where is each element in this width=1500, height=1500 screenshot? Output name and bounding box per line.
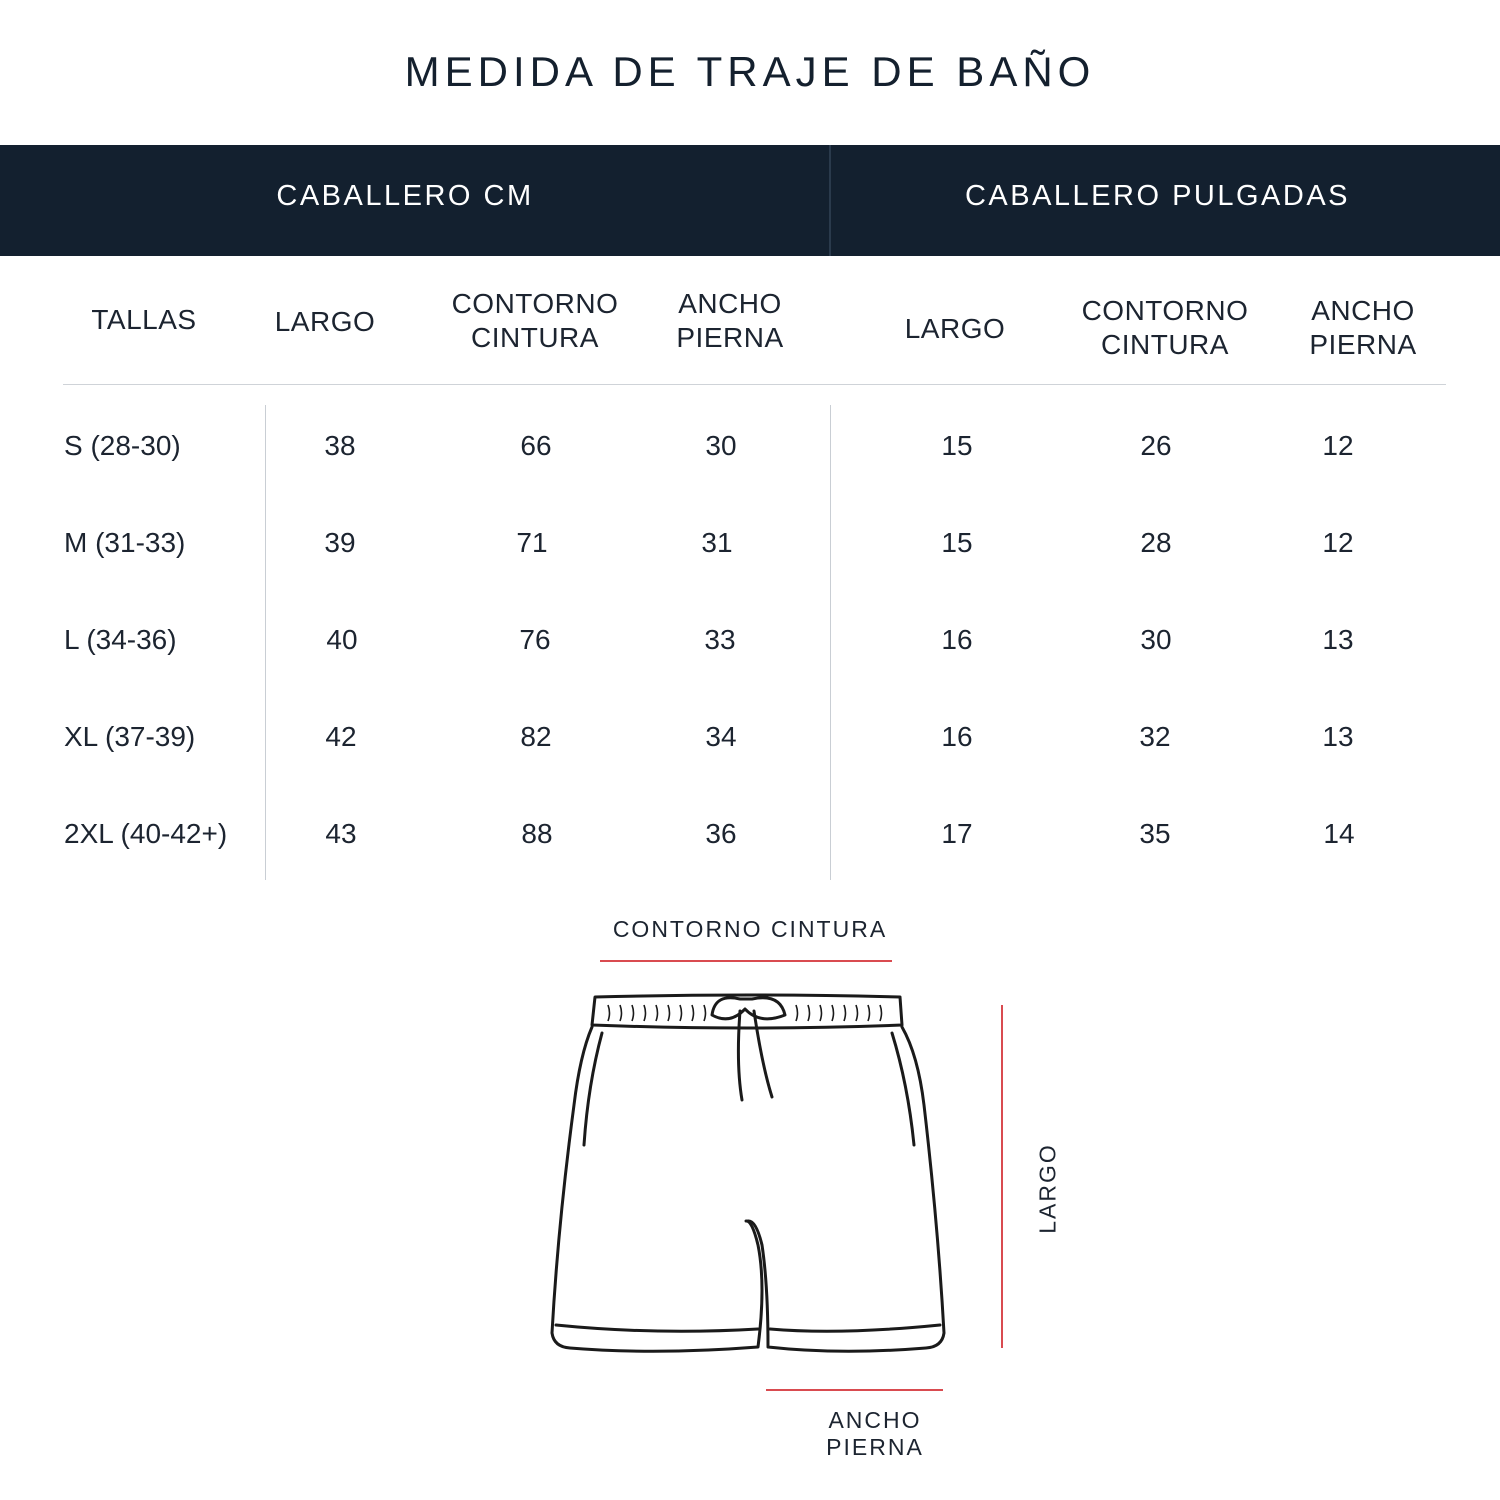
- col-head-in-ancho-line1: ANCHO: [1311, 295, 1415, 326]
- in-cintura-cell: 32: [1139, 721, 1171, 752]
- in-pierna-cell: 12: [1322, 527, 1354, 558]
- col-head-in-contorno: [1070, 294, 1260, 362]
- in-largo-cell: 15: [941, 527, 973, 558]
- size-column-divider: [265, 405, 266, 880]
- col-head-cm-ancho: [660, 287, 800, 355]
- col-head-sizes: TALLAS: [91, 304, 197, 335]
- cm-largo-cell: 42: [325, 721, 357, 752]
- in-largo-cell: 17: [941, 818, 973, 849]
- in-cintura-cell: 30: [1140, 624, 1172, 655]
- cm-pierna-cell: 36: [705, 818, 737, 849]
- in-pierna-cell: 14: [1323, 818, 1355, 849]
- leg-label-line2: PIERNA: [826, 1434, 924, 1460]
- length-measure-line: [1001, 1005, 1003, 1348]
- col-head-cm-contorno-line1: CONTORNO: [451, 288, 619, 319]
- cm-pierna-cell: 33: [704, 624, 736, 655]
- col-head-cm-ancho-line1: ANCHO: [678, 288, 782, 319]
- col-head-cm-contorno-line2: CINTURA: [471, 322, 599, 353]
- in-largo-cell: 15: [941, 430, 973, 461]
- band-label-cm: CABALLERO CM: [276, 180, 534, 212]
- cm-pierna-cell: 34: [705, 721, 737, 752]
- col-head-cm-contorno: [440, 287, 630, 355]
- header-rule: [63, 384, 1446, 385]
- size-cell: XL (37-39): [64, 721, 196, 752]
- col-head-in-contorno-line2: CINTURA: [1101, 329, 1229, 360]
- cm-largo-cell: 39: [324, 527, 356, 558]
- cm-cintura-cell: 76: [519, 624, 551, 655]
- cm-cintura-cell: 66: [520, 430, 552, 461]
- cm-cintura-cell: 88: [521, 818, 553, 849]
- length-label: LARGO: [1034, 1143, 1061, 1234]
- size-cell: S (28-30): [64, 430, 181, 461]
- cm-largo-cell: 38: [324, 430, 356, 461]
- col-head-in-ancho: [1293, 294, 1433, 362]
- size-cell: L (34-36): [64, 624, 177, 655]
- in-pierna-cell: 13: [1322, 624, 1354, 655]
- waist-label: CONTORNO CINTURA: [612, 916, 888, 942]
- in-cintura-cell: 35: [1139, 818, 1171, 849]
- band-label-inches: CABALLERO PULGADAS: [964, 180, 1351, 212]
- cm-pierna-cell: 30: [705, 430, 737, 461]
- in-cintura-cell: 26: [1140, 430, 1172, 461]
- col-head-in-largo: LARGO: [904, 313, 1006, 344]
- cm-largo-cell: 43: [325, 818, 357, 849]
- in-cintura-cell: 28: [1140, 527, 1172, 558]
- unit-column-divider: [830, 405, 831, 880]
- cm-cintura-cell: 82: [520, 721, 552, 752]
- leg-label: [795, 1407, 955, 1461]
- col-head-in-ancho-line2: PIERNA: [1309, 329, 1417, 360]
- in-pierna-cell: 12: [1322, 430, 1354, 461]
- page-title: MEDIDA DE TRAJE DE BAÑO: [404, 48, 1096, 95]
- in-pierna-cell: 13: [1322, 721, 1354, 752]
- in-largo-cell: 16: [941, 624, 973, 655]
- swim-shorts-illustration: [540, 985, 960, 1365]
- col-head-cm-largo: LARGO: [274, 306, 376, 337]
- leg-measure-line: [766, 1389, 943, 1391]
- leg-label-line1: ANCHO: [828, 1407, 922, 1433]
- size-cell: M (31-33): [64, 527, 186, 558]
- waist-measure-line: [600, 960, 892, 962]
- cm-pierna-cell: 31: [701, 527, 733, 558]
- col-head-in-contorno-line1: CONTORNO: [1081, 295, 1249, 326]
- cm-cintura-cell: 71: [516, 527, 548, 558]
- size-cell: 2XL (40-42+): [64, 818, 228, 849]
- cm-largo-cell: 40: [326, 624, 358, 655]
- col-head-cm-ancho-line2: PIERNA: [676, 322, 784, 353]
- in-largo-cell: 16: [941, 721, 973, 752]
